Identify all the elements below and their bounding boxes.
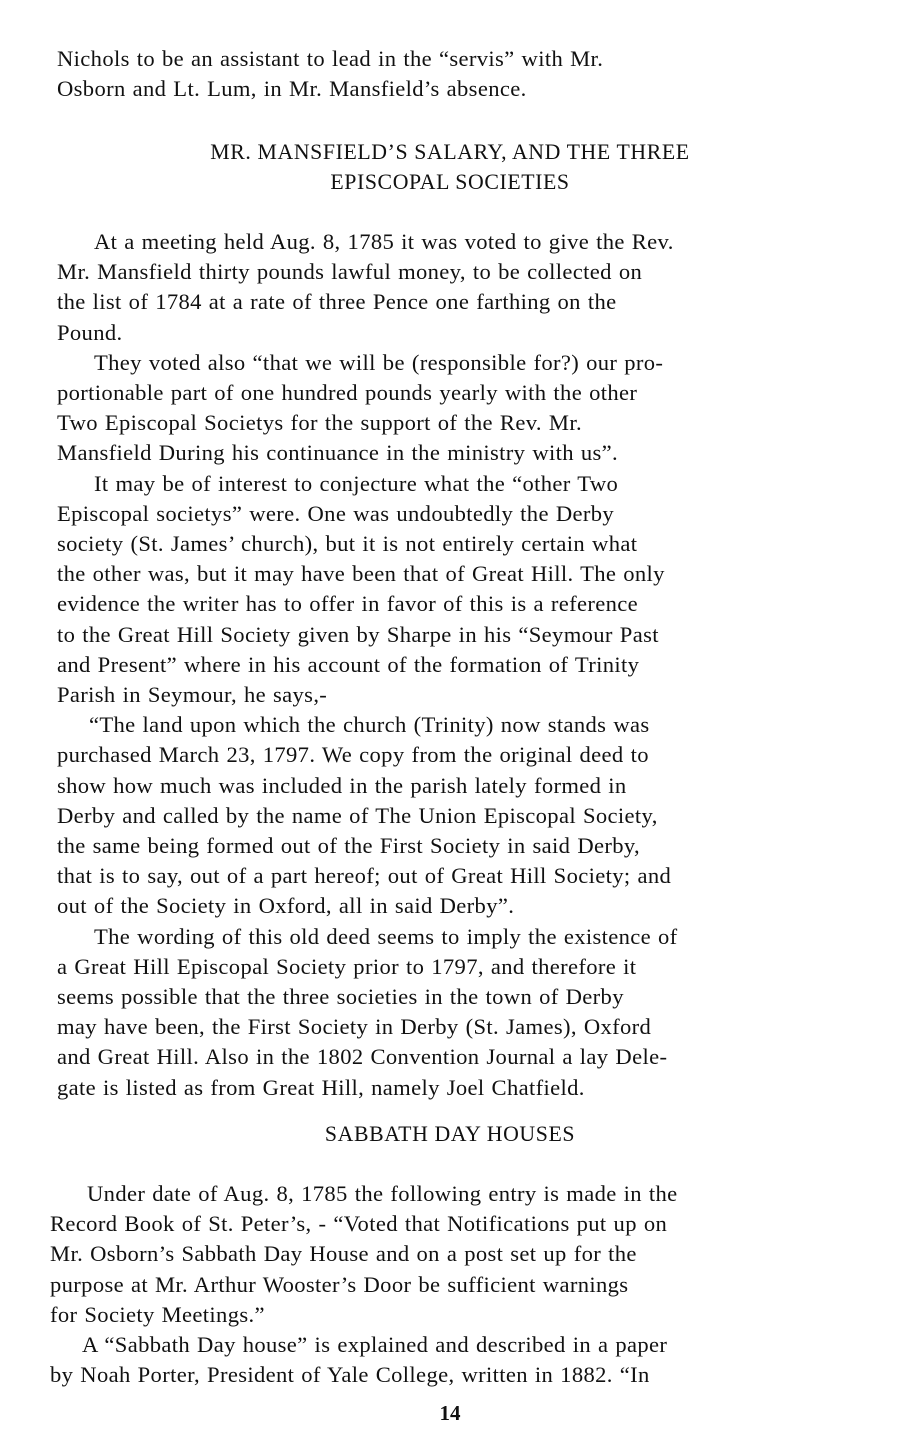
text-line: Mansfield During his continuance in the ministry with us”. — [57, 440, 619, 466]
text-line: “The land upon which the church (Trinity) now stands was — [89, 712, 650, 738]
text-line: Parish in Seymour, he says,- — [57, 682, 328, 708]
text-line: portionable part of one hundred pounds yearly with the other — [57, 380, 638, 406]
opening-paragraph — [57, 44, 603, 104]
text-line: a Great Hill Episcopal Society prior to 1797, and therefore it — [57, 953, 637, 979]
text-line: Two Episcopal Societys for the support of the Rev. Mr. — [57, 410, 582, 436]
text-line: evidence the writer has to offer in favor of this is a reference — [57, 591, 639, 617]
text-line: for Society Meetings.” — [50, 1301, 265, 1327]
text-line: may have been, the First Society in Derby (St. James), Oxford — [57, 1014, 652, 1040]
text-line: purpose at Mr. Arthur Wooster’s Door be sufficient warnings — [50, 1271, 629, 1297]
text-line: and Great Hill. Also in the 1802 Convention Journal a lay Dele- — [57, 1044, 668, 1070]
text-line: by Noah Porter, President of Yale College, written in 1882. “In — [50, 1362, 650, 1388]
text-line: show how much was included in the parish lately formed in — [57, 772, 627, 798]
text-line: the other was, but it may have been that of Great Hill. The only — [57, 561, 665, 587]
text-line: Pound. — [57, 319, 123, 345]
text-line: Derby and called by the name of The Union Episcopal Society, — [57, 802, 658, 828]
text-line: Episcopal societys” were. One was undoubtedly the Derby — [57, 500, 615, 526]
paragraph-sabbath-day-houses — [50, 1179, 678, 1390]
section-heading-salary — [0, 137, 900, 197]
text-line: seems possible that the three societies in the town of Derby — [57, 984, 624, 1010]
text-line: Mr. Mansfield thirty pounds lawful money, to be collected on — [57, 259, 643, 285]
heading-line: SABBATH DAY HOUSES — [324, 1122, 576, 1146]
text-line: and Present” where in his account of the formation of Trinity — [57, 651, 640, 677]
text-line: Record Book of St. Peter’s, - “Voted that Notifications put up on — [50, 1211, 668, 1237]
text-line: gate is listed as from Great Hill, namely Joel Chatfield. — [57, 1074, 585, 1100]
text-line: that is to say, out of a part hereof; out of Great Hill Society; and — [57, 863, 672, 889]
text-line: out of the Society in Oxford, all in said Derby”. — [57, 893, 515, 919]
text-line: purchased March 23, 1797. We copy from the original deed to — [57, 742, 649, 768]
section-heading-sabbath-day-houses — [0, 1119, 900, 1149]
page-number: 14 — [439, 1401, 461, 1425]
text-line: to the Great Hill Society given by Sharpe in his “Seymour Past — [57, 621, 659, 647]
text-line: Mr. Osborn’s Sabbath Day House and on a post set up for the — [50, 1241, 637, 1267]
text-line: the list of 1784 at a rate of three Pence one farthing on the — [57, 289, 617, 315]
text-line: the same being formed out of the First Society in said Derby, — [57, 833, 641, 859]
text-line: Under date of Aug. 8, 1785 the following entry is made in the — [87, 1181, 678, 1206]
text-line: The wording of this old deed seems to imply the existence of — [94, 923, 678, 949]
text-line: It may be of interest to conjecture what the “other Two — [94, 470, 619, 496]
paragraph-meeting-vote — [57, 227, 678, 1103]
text-line: society (St. James’ church), but it is not entirely certain what — [57, 531, 638, 557]
text-line: A “Sabbath Day house” is explained and described in a paper — [82, 1332, 668, 1358]
heading-line: EPISCOPAL SOCIETIES — [330, 170, 570, 194]
heading-line: MR. MANSFIELD’S SALARY, AND THE THREE — [210, 140, 690, 164]
text-line: Nichols to be an assistant to lead in the “servis” with Mr. — [57, 46, 604, 71]
text-line: They voted also “that we will be (responsible for?) our pro- — [94, 349, 664, 375]
text-line: At a meeting held Aug. 8, 1785 it was voted to give the Rev. — [94, 229, 674, 254]
text-line: Osborn and Lt. Lum, in Mr. Mansfield’s absence. — [57, 76, 527, 102]
